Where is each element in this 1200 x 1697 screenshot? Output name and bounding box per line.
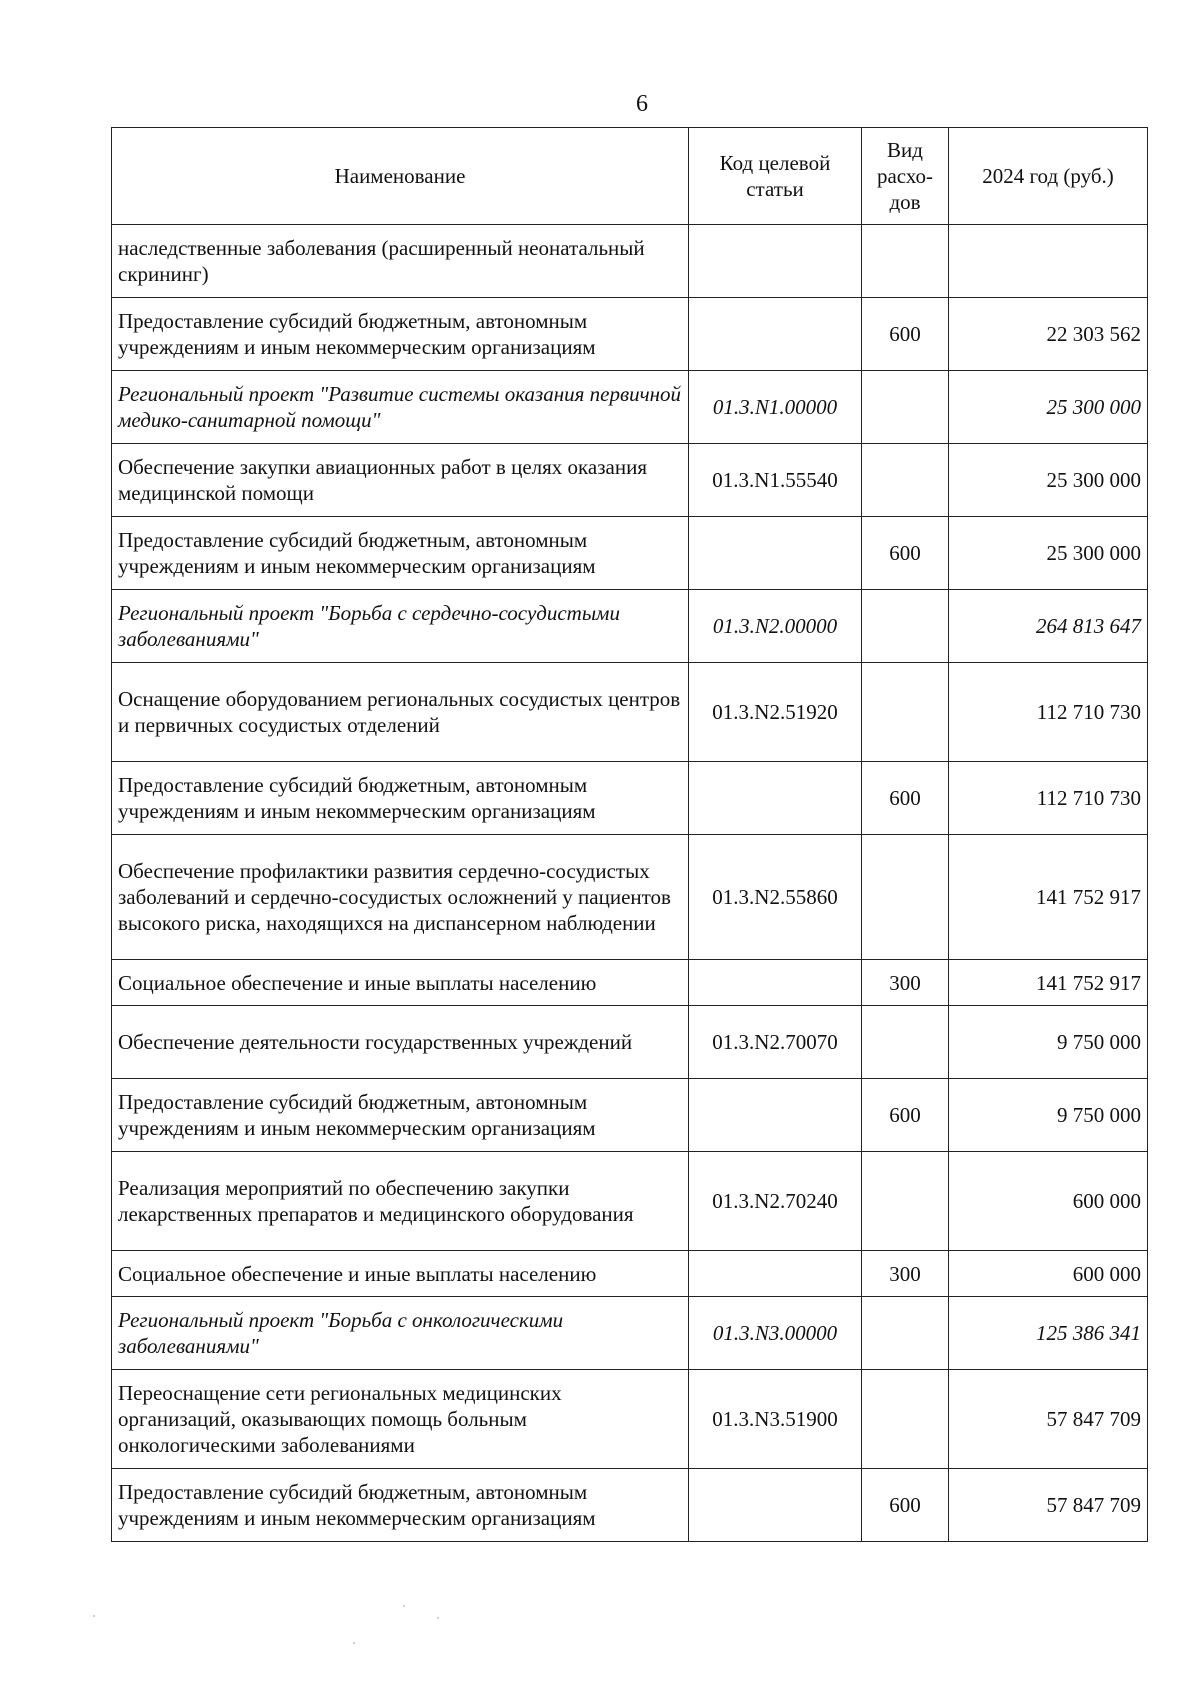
row-sum-cell: 22 303 562 [949,298,1148,371]
row-code-cell [689,1079,862,1152]
row-code-cell [689,298,862,371]
row-sum-cell: 25 300 000 [949,444,1148,517]
row-name-cell: Региональный проект "Развитие системы оказания первичной медико-санитарной помощи" [112,371,689,444]
row-kind-cell [862,1006,949,1079]
row-sum-cell: 25 300 000 [949,517,1148,590]
row-sum-cell: 600 000 [949,1152,1148,1251]
scan-speck [93,1615,95,1617]
row-sum-cell: 57 847 709 [949,1469,1148,1542]
row-kind-cell [862,590,949,663]
header-sum: 2024 год (руб.) [949,128,1148,225]
table-row [112,371,1148,444]
row-sum-cell: 9 750 000 [949,1079,1148,1152]
table-row [112,762,1148,835]
row-code-cell: 01.3.N3.00000 [689,1297,862,1370]
scan-speck [437,1617,439,1619]
row-name-cell: Обеспечение профилактики развития сердечно-сосудистых заболеваний и сердечно-сосудистых осложнений у пациентов высокого риска, находящихся на диспансерном наблюдении [112,835,689,960]
row-code-cell: 01.3.N2.51920 [689,663,862,762]
row-sum-cell: 112 710 730 [949,663,1148,762]
header-code: Код целевой статьи [689,128,862,225]
row-code-cell: 01.3.N1.55540 [689,444,862,517]
table-row [112,517,1148,590]
row-code-cell [689,762,862,835]
row-kind-cell [862,1152,949,1251]
header-name: Наименование [112,128,689,225]
scan-speck [403,1605,405,1607]
page-number: 6 [636,91,648,117]
row-name-cell: Социальное обеспечение и иные выплаты населению [112,960,689,1006]
row-code-cell [689,960,862,1006]
row-code-cell: 01.3.N2.00000 [689,590,862,663]
table-row [112,1251,1148,1297]
row-sum-cell: 9 750 000 [949,1006,1148,1079]
row-sum-cell: 600 000 [949,1251,1148,1297]
row-code-cell: 01.3.N2.55860 [689,835,862,960]
table-row [112,1297,1148,1370]
row-name-cell: Социальное обеспечение и иные выплаты населению [112,1251,689,1297]
row-sum-cell [949,225,1148,298]
row-name-cell: Региональный проект "Борьба с онкологическими заболеваниями" [112,1297,689,1370]
table-row [112,835,1148,960]
row-kind-cell: 600 [862,517,949,590]
row-sum-cell: 141 752 917 [949,835,1148,960]
row-sum-cell: 57 847 709 [949,1370,1148,1469]
table-header-row [112,128,1148,225]
row-kind-cell: 600 [862,1469,949,1542]
row-kind-cell [862,835,949,960]
table-row [112,225,1148,298]
scan-speck [353,1642,355,1644]
row-kind-cell [862,444,949,517]
row-name-cell: Предоставление субсидий бюджетным, автономным учреждениям и иным некоммерческим организациям [112,1079,689,1152]
row-kind-cell [862,1370,949,1469]
row-kind-cell: 300 [862,1251,949,1297]
row-code-cell: 01.3.N2.70070 [689,1006,862,1079]
row-sum-cell: 264 813 647 [949,590,1148,663]
row-name-cell: Предоставление субсидий бюджетным, автономным учреждениям и иным некоммерческим организациям [112,1469,689,1542]
table-row [112,1152,1148,1251]
row-name-cell: Предоставление субсидий бюджетным, автономным учреждениям и иным некоммерческим организациям [112,517,689,590]
row-name-cell: Обеспечение закупки авиационных работ в целях оказания медицинской помощи [112,444,689,517]
row-kind-cell [862,371,949,444]
row-name-cell: Оснащение оборудованием региональных сосудистых центров и первичных сосудистых отделений [112,663,689,762]
row-kind-cell: 300 [862,960,949,1006]
row-kind-cell [862,1297,949,1370]
row-sum-cell: 112 710 730 [949,762,1148,835]
row-code-cell: 01.3.N3.51900 [689,1370,862,1469]
row-code-cell [689,1251,862,1297]
table-row [112,298,1148,371]
row-sum-cell: 141 752 917 [949,960,1148,1006]
table-row [112,1079,1148,1152]
row-code-cell: 01.3.N2.70240 [689,1152,862,1251]
row-name-cell: Региональный проект "Борьба с сердечно-сосудистыми заболеваниями" [112,590,689,663]
row-kind-cell: 600 [862,1079,949,1152]
table-row [112,444,1148,517]
row-sum-cell: 125 386 341 [949,1297,1148,1370]
budget-table [111,127,1148,1542]
row-name-cell: наследственные заболевания (расширенный неонатальный скрининг) [112,225,689,298]
row-kind-cell: 600 [862,298,949,371]
row-code-cell: 01.3.N1.00000 [689,371,862,444]
table-row [112,1006,1148,1079]
row-name-cell: Предоставление субсидий бюджетным, автономным учреждениям и иным некоммерческим организациям [112,762,689,835]
row-name-cell: Реализация мероприятий по обеспечению закупки лекарственных препаратов и медицинского оборудования [112,1152,689,1251]
table-body [112,225,1148,1542]
table-row [112,960,1148,1006]
table-row [112,590,1148,663]
row-code-cell [689,517,862,590]
table-row [112,663,1148,762]
row-kind-cell [862,663,949,762]
row-code-cell [689,1469,862,1542]
row-kind-cell [862,225,949,298]
row-kind-cell: 600 [862,762,949,835]
row-code-cell [689,225,862,298]
header-kind: Вид расхо-дов [862,128,949,225]
row-name-cell: Предоставление субсидий бюджетным, автономным учреждениям и иным некоммерческим организациям [112,298,689,371]
row-sum-cell: 25 300 000 [949,371,1148,444]
table-row [112,1370,1148,1469]
row-name-cell: Переоснащение сети региональных медицинских организаций, оказывающих помощь больным онкологическими заболеваниями [112,1370,689,1469]
table-row [112,1469,1148,1542]
row-name-cell: Обеспечение деятельности государственных учреждений [112,1006,689,1079]
